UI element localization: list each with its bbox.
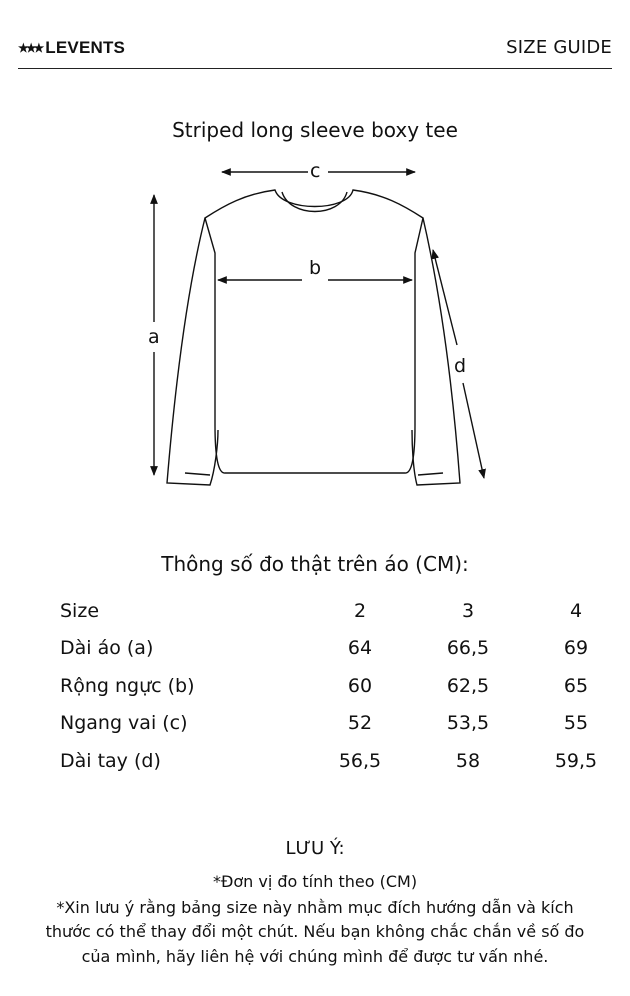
table-row <box>60 742 630 780</box>
row-label: Rộng ngực (b) <box>60 674 195 697</box>
note-line: *Đơn vị đo tính theo (CM) <box>212 872 418 891</box>
arrow-d <box>433 250 457 345</box>
cell-value: 62,5 <box>446 674 490 697</box>
table-header-row <box>60 592 630 630</box>
brand-logo[interactable] <box>18 38 125 58</box>
cell-value: 52 <box>347 712 373 735</box>
note-line: *Xin lưu ý rằng bảng size này nhằm mục đích hướng dẫn và kích <box>56 898 574 917</box>
product-title: Striped long sleeve boxy tee <box>172 118 458 142</box>
cell-value: 55 <box>563 712 589 735</box>
cell-value: 60 <box>347 674 373 697</box>
tee-right-sleeve <box>412 218 460 485</box>
table-row <box>60 705 630 743</box>
cell-value: 56,5 <box>338 749 382 772</box>
label-b: b <box>309 257 322 279</box>
tee-collar <box>282 192 347 212</box>
tee-body-outline <box>205 190 423 473</box>
row-label: Dài áo (a) <box>60 637 154 660</box>
brand-name: LEVENTS <box>45 38 126 57</box>
table-row <box>60 630 630 668</box>
size-table <box>60 592 630 780</box>
cell-value: 69 <box>563 637 589 660</box>
notes-title: LƯU Ý: <box>285 838 345 859</box>
specs-title: Thông số đo thật trên áo (CM): <box>161 552 469 576</box>
row-label: Ngang vai (c) <box>60 712 188 735</box>
cell-value: 59,5 <box>554 749 598 772</box>
note-line: của mình, hãy liên hệ với chúng mình để được tư vấn nhé. <box>81 947 549 966</box>
page-header <box>18 32 612 69</box>
cell-value: 64 <box>347 637 373 660</box>
size-col: 4 <box>569 599 583 622</box>
table-row <box>60 667 630 705</box>
size-header-label: Size <box>60 599 100 622</box>
cell-value: 53,5 <box>446 712 490 735</box>
tee-left-sleeve <box>167 218 218 485</box>
label-c: c <box>310 160 321 182</box>
label-d: d <box>454 355 467 377</box>
size-col: 3 <box>461 599 475 622</box>
note-line: thước có thể thay đổi một chút. Nếu bạn không chắc chắn về số đo <box>45 922 585 941</box>
page-label: SIZE GUIDE <box>506 37 612 58</box>
label-a: a <box>148 326 160 348</box>
row-label: Dài tay (d) <box>60 749 161 772</box>
cell-value: 58 <box>455 749 481 772</box>
brand-stars-icon: ★★★ <box>18 41 42 55</box>
cell-value: 65 <box>563 674 589 697</box>
garment-diagram <box>130 150 500 500</box>
size-col: 2 <box>353 599 367 622</box>
cell-value: 66,5 <box>446 637 490 660</box>
